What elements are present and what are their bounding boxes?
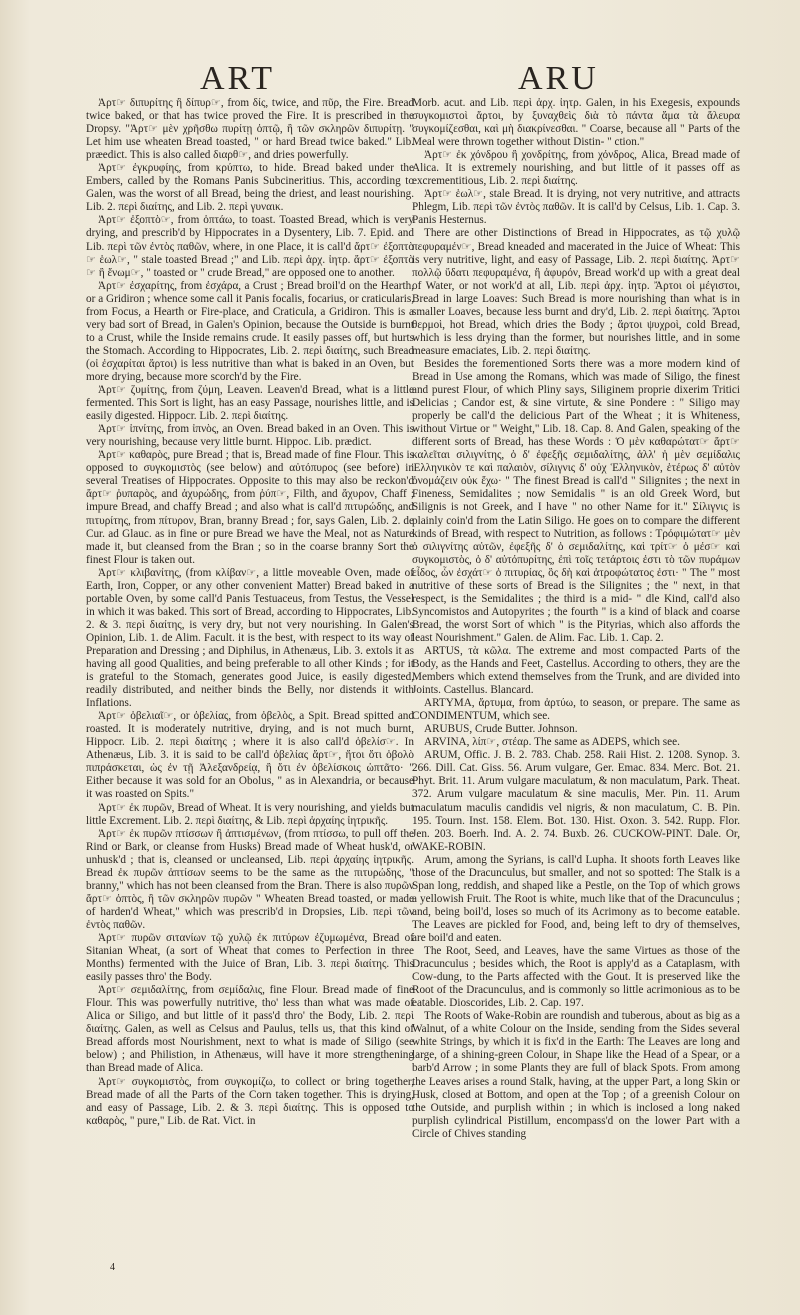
entry-paragraph: Besides the forementioned Sorts there was a more modern kind of Bread in Use among the Romans, which was made of Siligo, the finest and purest Flour, of which Pliny says, Siliginem proprie dixerim Tritici Delicias ; Candor est, & sine virtute, & sine Pondere : " Siligo may properly be call'd the delicious Part of the Wheat ; it is Whiteness, without Virtue or " Weight," Lib. 18. Cap. 8. And Galen, speaking of the different sorts of Bread, has these Words : Ὁ μὲν καθαρώτατ☞ ἄρτ☞ καλεῖται σιλιγνίτης, ὁ δ' ἐφεξῆς σεμιδαλίτης, ἀλλ' ἡ μὲν σεμίδαλις Ἑλληνικὸν τε καὶ παλαιὸν, σίλιγνις δ' οὐχ Ἑλληνικὸν, ἑτέρως δ' αὐτὸν ὀνομάζειν οὐκ ἔχω· " The finest Bread is call'd " Silignites ; the next in Fineness, Semidalites ; now Semidalis " is an old Greek Word, but Silignis is not Greek, and I have " no other Name for it." Σίλιγνις is plainly coin'd from the Latin Siligo. He goes on to compare the different kinds of Bread, with respect to Nutrition, as follows : Τρόφιμώτατ☞ μὲν ὁ σιλιγνίτης αὐτῶν, ἐφεξῆς δ' ὁ σεμιδαλίτης, καὶ τρίτ☞ ὁ μέσ☞ καὶ συγκομιστὸς, ὁ δ' αὐτόπυρίτης, ἐπὶ τοῖς τετάρτοις ἐστι τὸ τῶν πυράμων εἶδος, ὧν ἐσχάτ☞ ὁ πιτυρίας, ὃς δὴ καὶ ἀτροφώτατος ἐστι· " The " most nutritive of these sorts of Bread is the Silignites ; the " next, in that respect, is the Semidalites ; the third is a mid- " dle Kind, call'd also Syncomistos and Autopyrites ; the fourth " is a kind of black and coarse Bread, the worst Sort of which " is the Pityrias, which also affords the least Nourishment." Galen. de Alim. Fac. Lib. 1. Cap. 2.	[412, 357, 740, 644]
page-header	[80, 60, 740, 100]
entry-paragraph: Ἀρτ☞ ἑωλ☞, stale Bread. It is drying, not very nutritive, and attracts Phlegm, Lib. περὶ τῶν ἐντὸς παθῶν. It is call'd by Celsus, Lib. 1. Cap. 3. Panis Hesternus.	[412, 188, 740, 227]
entry-paragraph: The Roots of Wake-Robin are roundish and tuberous, about as big as a Walnut, of a white Colour on the Inside, sending from the Sides several white Strings, by which it is fix'd in the Earth: The Leaves are long and large, of a shining-green Colour, in Shape like the Head of a Spear, or a barb'd Arrow ; in some Plants they are full of black Spots. From among the Leaves arises a round Stalk, having, at the upper Part, a long Skin or Husk, closed at Bottom, and open at the Top ; of a greenish Colour on the Outside, and purplish within ; in which is inclosed a long naked purplish cylindrical Pistillum, encompass'd on the lower Part with a Circle of Chives standing	[412, 1010, 740, 1140]
entry-paragraph: Ἀρτ☞ ὀβελιαῖ☞, or ὀβελίας, from ὀβελὸς, a Spit. Bread spitted and roasted. It is moderately nutritive, drying, and is not much burnt, Hippocr. Lib. 2. περὶ διαίτης ; where it is also call'd ὀβελίσ☞. In Athenæus, Lib. 3. it is said to be call'd ὀβελίας ἄρτ☞, ἤτοι ὅτι ὀβολὸ πιπράσκεται, ὡς ἐν τῇ Ἀλεξανδρείᾳ, ἢ ὅτι ἐν ὀβελίσκοις ὠπτᾶτο· " Either because it was sold for an Obolus, " as in Alexandria, or because it was roasted on Spits."	[86, 710, 414, 801]
left-column	[86, 97, 414, 1128]
entry-artyma: ARTYMA, ἄρτυμα, from ἀρτύω, to season, or prepare. The same as CONDIMENTUM, which see.	[412, 697, 740, 723]
entry-paragraph: Ἀρτ☞ πυρῶν σιτανίων τῷ χυλῷ ἐκ πιτύρων ἐζυμωμένα, Bread of Sitanian Wheat, (a sort of Wheat that comes to Perfection in three Months) fermented with the Juice of Bran, Lib. 3. περὶ διαίτης. This easily passes thro' the Body.	[86, 932, 414, 984]
right-column	[412, 97, 740, 1141]
entry-paragraph: Morb. acut. and Lib. περὶ ἀρχ. ἰητρ. Galen, in his Exegesis, expounds συγκομιστοὶ ἄρτοι, by ξυναχθεὶς διὰ τὸ πάντα ἅμα τὰ ἄλευρα συγκομίζεσθαι, καὶ μὴ διακρίνεσθαι. " Coarse, because all " Parts of the Meal were thrown together without Distin- " ction."	[412, 97, 740, 149]
entry-paragraph: Ἀρτ☞ ζυμίτης, from ζύμη, Leaven. Leaven'd Bread, what is a little fermented. This Sort is light, has an easy Passage, nourishes little, and is easily digested. Hippocr. Lib. 2. περὶ διαίτης.	[86, 384, 414, 423]
entry-paragraph: Arum, among the Syrians, is call'd Lupha. It shoots forth Leaves like those of the Dracunculus, but smaller, and not so spotted: The Stalk is a Span long, reddish, and shaped like a Pestle, on the Top of which grows a yellowish Fruit. The Root is white, much like that of the Dracunculus ; and, being boil'd, loses so much of its Acrimony as to become eatable. The Leaves are pickled for Food, and, being left to dry of themselves, are boil'd and eaten.	[412, 853, 740, 944]
entry-paragraph: The Root, Seed, and Leaves, have the same Virtues as those of the Dracunculus ; besides which, the Root is apply'd as a Cataplasm, with Cow-dung, to the Parts affected with the Gout. It is preserved like the Root of the Dracunculus, and is commonly so little acrimonious as to be eatable. Dioscorides, Lib. 2. Cap. 197.	[412, 945, 740, 1010]
entry-paragraph: Ἀρτ☞ ἐξοπτὸ☞, from ὀπτάω, to toast. Toasted Bread, which is very drying, and prescrib'd by Hippocrates in a Dysentery, Lib. 7. Epid. and Lib. περὶ τῶν ἐντὸς παθῶν, where, in one Place, it is call'd ἄρτ☞ ἐξοπτὸ☞ ἑωλ☞, " stale toasted Bread ;" and Lib. περὶ ἀρχ. ἰητρ. ἄρτ☞ ἐξοπτὸ☞ ἢ ἔνωμ☞, " toasted or " crude Bread," are opposed one to another.	[86, 214, 414, 279]
entry-paragraph: Ἀρτ☞ καθαρὸς, pure Bread ; that is, Bread made of fine Flour. This is opposed to συγκομιστὸς (see below) and αὐτόπυρος (see before) in several Treatises of Hippocrates. Opposite to this may also be reckon'd ἄρτ☞ ῥυπαρὸς, and ἀχυρώδης, from ῥύπ☞, Filth, and ἄχυρον, Chaff ; impure Bread, and chaffy Bread ; and also what is call'd πιτυρώδης, and πιτυρίτης, from πίτυρον, Bran, branny Bread ; for, says Galen, Lib. 2. de Cur. ad Glauc. as in fine or pure Bread we have the Meal, not as Nature made it, but cleansed from the Bran ; so in the coarse branny Sort the finest Flour is taken out.	[86, 449, 414, 566]
entry-arum: ARUM, Offic. J. B. 2. 783. Chab. 258. Raii Hist. 2. 1208. Synop. 3. 266. Dill. Cat. Giss. 56. Arum vulgare, Ger. Emac. 834. Merc. Bot. 21. Phyt. Brit. 11. Arum vulgare maculatum, & non maculatum, Park. Theat. 372. Arum vulgare maculatum & sine maculis, Mer. Pin. 11. Arum maculatum maculis candidis vel nigris, & non maculatum, C. B. Pin. 195. Tourn. Inst. 158. Elem. Bot. 130. Hist. Oxon. 3. 542. Rupp. Flor. Jen. 203. Boerh. Ind. A. 2. 74. Buxb. 26. CUCKOW-PINT. Dale. Or, WAKE-ROBIN.	[412, 749, 740, 853]
entry-paragraph: Ἀρτ☞ διπυρίτης ἢ δίπυρ☞, from δίς, twice, and πῦρ, the Fire. Bread twice baked, or that has twice proved the Fire. It is prescribed in the Dropsy. "Ἀρτ☞ μὲν χρῆσθω πυρίτῃ ὀπτῷ, ἢ τῶν σκληρῶν διπυρίτῃ. " Let him use wheaten Bread toasted, " or hard Bread twice baked." Lib. præedict. This is also called διαρθ☞, and dries powerfully.	[86, 97, 414, 162]
signature-mark: 4	[110, 1262, 115, 1273]
entry-paragraph: Ἀρτ☞ ἰπνίτης, from ἰπνὸς, an Oven. Bread baked in an Oven. This is very nourishing, because very little burnt. Hippoc. Lib. prædict.	[86, 423, 414, 449]
entry-paragraph: Ἀρτ☞ σεμιδαλίτης, from σεμίδαλις, fine Flour. Bread made of fine Flour. This was powerfully nutritive, tho' less than what was made of Alica or Siligo, and but little of it pass'd thro' the Body, Lib. 2. περὶ διαίτης. Galen, as well as Celsus and Paulus, tells us, that this kind of Bread affords most Nourishment, next to what is made of Siligo (see below) ; and Philistion, in Athenæus, will have it more strengthening than Bread made of Alica.	[86, 984, 414, 1075]
entry-paragraph: Ἀρτ☞ ἐκ χόνδρου ἢ χονδρίτης, from χόνδρος, Alica, Bread made of Alica. It is extremely nourishing, and but little of it passes off as excrementitious, Lib. 2. περὶ διαίτης.	[412, 149, 740, 188]
entry-paragraph: Ἀρτ☞ ἐγκρυφίης, from κρύπτω, to hide. Bread baked under the Embers, called by the Romans Panis Subcineritius. This, according to Galen, was the worst of all Bread, being the driest, and least nourishing. Lib. 2. περὶ διαίτης, and Lib. 2. περὶ γυναικ.	[86, 162, 414, 214]
entry-arubus: ARUBUS, Crude Butter. Johnson.	[424, 723, 578, 736]
entry-paragraph: Ἀρτ☞ ἐκ πυρῶν, Bread of Wheat. It is very nourishing, and yields but little Excrement. Lib. 2. περὶ διαίτης, & Lib. περὶ ἀρχαίης ἰητρικῆς.	[86, 801, 414, 827]
entry-paragraph: Ἀρτ☞ συγκομιστὸς, from συγκομίζω, to collect or bring together, Bread made of all the Parts of the Corn taken together. This is drying, and easy of Passage, Lib. 2. & 3. περὶ διαίτης. This is opposed to καθαρὸς, " pure," Lib. de Rat. Vict. in	[86, 1075, 414, 1127]
running-head-left: ART	[200, 60, 275, 97]
entry-paragraph: Ἀρτ☞ κλιβανίτης, (from κλίβαν☞, a little moveable Oven, made of Earth, Iron, Copper, or any other convenient Matter) Bread baked in a portable Oven, by some call'd Panis Testuaceus, from Testus, the Vessel in which it was baked. This sort of Bread, according to Hippocrates, Lib. 2. & 3. περὶ διαίτης, is very dry, but not very nourishing. In Galen's Opinion, Lib. 1. de Alim. Facult. it is the best, with respect to its way of Preparation and Dressing ; and Diphilus, in Athenæus, Lib. 3. extols it as having all good Qualities, and being preferable to all other Kinds ; for it is grateful to the Stomach, generates good Juice, is easily digested, readily distributed, and neither binds the Belly, nor distends it with Inflations.	[86, 566, 414, 710]
entry-paragraph: Ἀρτ☞ ἐσχαρίτης, from ἐσχάρα, a Crust ; Bread broil'd on the Hearth, or a Gridiron ; whence some call it Panis focalis, focarius, or craticularis, from Focus, a Hearth or Fire-place, and Craticula, a Gridiron. This is a very bad sort of Bread, in Galen's Opinion, because the Outside is burnt to a Crust, while the Inside remains crude. It easily passes off, but hurts the Stomach. According to Hippocrates, Lib. 2. περὶ διαίτης, such Bread (οἱ ἐσχαρίται ἄρτοι) is less nutritive than what is baked in an Oven, but more drying, because more scorch'd by the Fire.	[86, 279, 414, 383]
entry-arvina: ARVINA, λίπ☞, στέαρ. The same as ADEPS, which see.	[424, 736, 680, 749]
entry-paragraph: There are other Distinctions of Bread in Hippocrates, as τῷ χυλῷ πεφυραμέν☞, Bread kneaded and macerated in the Juice of Wheat: This is very nutritive, light, and easy of Passage, Lib. 2. περὶ διαίτης. Ἀρτ☞ πολλῷ ὕδατι πεφυραμένα, ἢ ἀφυρόν, Bread work'd up with a great deal of Water, or not work'd at all, Lib. περὶ ἀρχ. ἰητρ. Ἄρτοι οἱ μέγιστοι, Bread in large Loaves: Such Bread is more nourishing than what is in smaller Loaves, because less burnt and dry'd, Lib. 2. περὶ διαίτης. Ἄρτοι θερμοὶ, hot Bread, which dries the Body ; ἄρτοι ψυχροὶ, cold Bread, which is less drying than the former, but nourishes little, and in some measure emaciates, Lib. 2. περὶ διαίτης.	[412, 227, 740, 357]
entry-artus: ARTUS, τὰ κῶλα. The extreme and most compacted Parts of the Body, as the Hands and Feet, Castellus. According to others, they are the Members which extend themselves from the Trunk, and are divided into Joints. Castellus. Blancard.	[412, 644, 740, 697]
entry-paragraph: Ἀρτ☞ ἐκ πυρῶν πτίσσων ἢ ἀπτισμένων, (from πτίσσω, to pull off the Rind or Bark, or cleanse from Husks) Bread made of Wheat husk'd, or unhusk'd ; that is, cleansed or uncleansed, Lib. περὶ ἀρχαίης ἰητρικῆς. Bread ἐκ πυρῶν ἀπτίσων seems to be the same as the πιτυρώδης, " branny," which has not been cleansed from the Bran. There is also πυρῶν ἄρτ☞ ὀπτὸς, ἢ τῶν σκληρῶν πυρῶν " Wheaten Bread toasted, or made of harden'd Wheat," which was prescrib'd in Dropsies, Lib. περὶ τῶν ἐντὸς παθῶν.	[86, 827, 414, 931]
running-head-right: ARU	[518, 60, 599, 97]
